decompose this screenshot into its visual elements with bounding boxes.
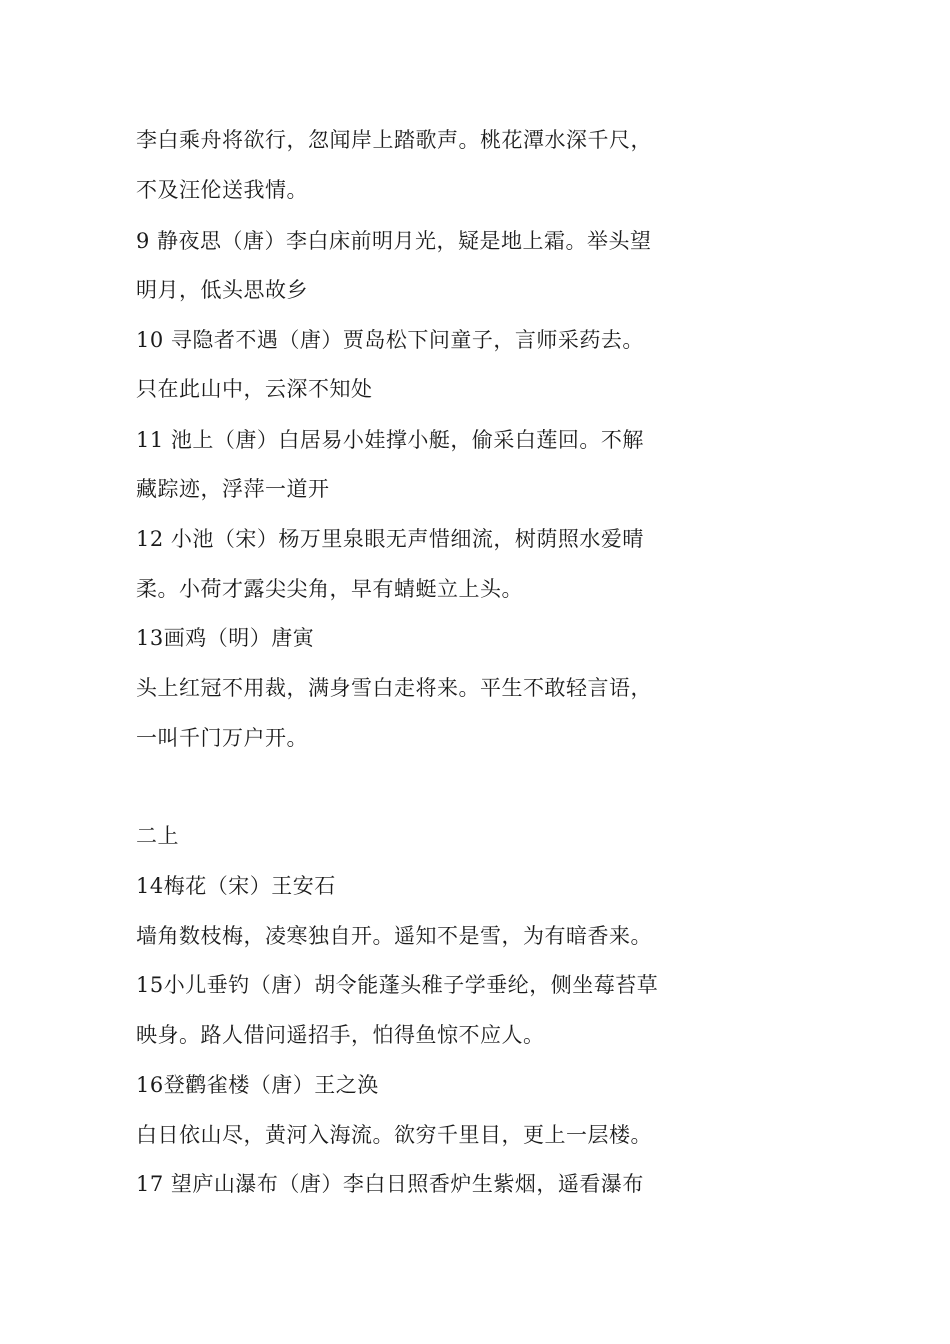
text-line: 墙角数枝梅，凌寒独自开。遥知不是雪，为有暗香来。 (136, 924, 652, 948)
text-line: 12 小池（宋）杨万里泉眼无声惜细流，树荫照水爱晴 (136, 527, 644, 551)
section-heading: 二上 (136, 824, 179, 848)
text-line: 李白乘舟将欲行，忽闻岸上踏歌声。桃花潭水深千尺， (136, 128, 652, 152)
text-line: 白日依山尽，黄河入海流。欲穷千里目，更上一层楼。 (136, 1123, 652, 1147)
text-line: 柔。小荷才露尖尖角，早有蜻蜓立上头。 (136, 577, 523, 601)
text-line: 10 寻隐者不遇（唐）贾岛松下问童子，言师采药去。 (136, 328, 644, 352)
text-line: 只在此山中，云深不知处 (136, 377, 373, 401)
text-line: 明月，低头思故乡 (136, 278, 308, 302)
text-line: 头上红冠不用裁，满身雪白走将来。平生不敢轻言语， (136, 676, 652, 700)
text-line: 15小儿垂钓（唐）胡令能蓬头稚子学垂纶，侧坐莓苔草 (136, 973, 659, 997)
text-line: 一叫千门万户开。 (136, 726, 308, 750)
text-line: 11 池上（唐）白居易小娃撑小艇，偷采白莲回。不解 (136, 428, 644, 452)
text-line: 14梅花（宋）王安石 (136, 874, 336, 898)
text-line: 13画鸡（明）唐寅 (136, 626, 315, 650)
text-line: 16登鹳雀楼（唐）王之涣 (136, 1073, 379, 1097)
text-line: 映身。路人借问遥招手，怕得鱼惊不应人。 (136, 1023, 545, 1047)
text-line: 17 望庐山瀑布（唐）李白日照香炉生紫烟，遥看瀑布 (136, 1172, 644, 1196)
text-line: 9 静夜思（唐）李白床前明月光，疑是地上霜。举头望 (136, 229, 652, 253)
text-line: 藏踪迹，浮萍一道开 (136, 477, 330, 501)
text-line: 不及汪伦送我情。 (136, 178, 308, 202)
